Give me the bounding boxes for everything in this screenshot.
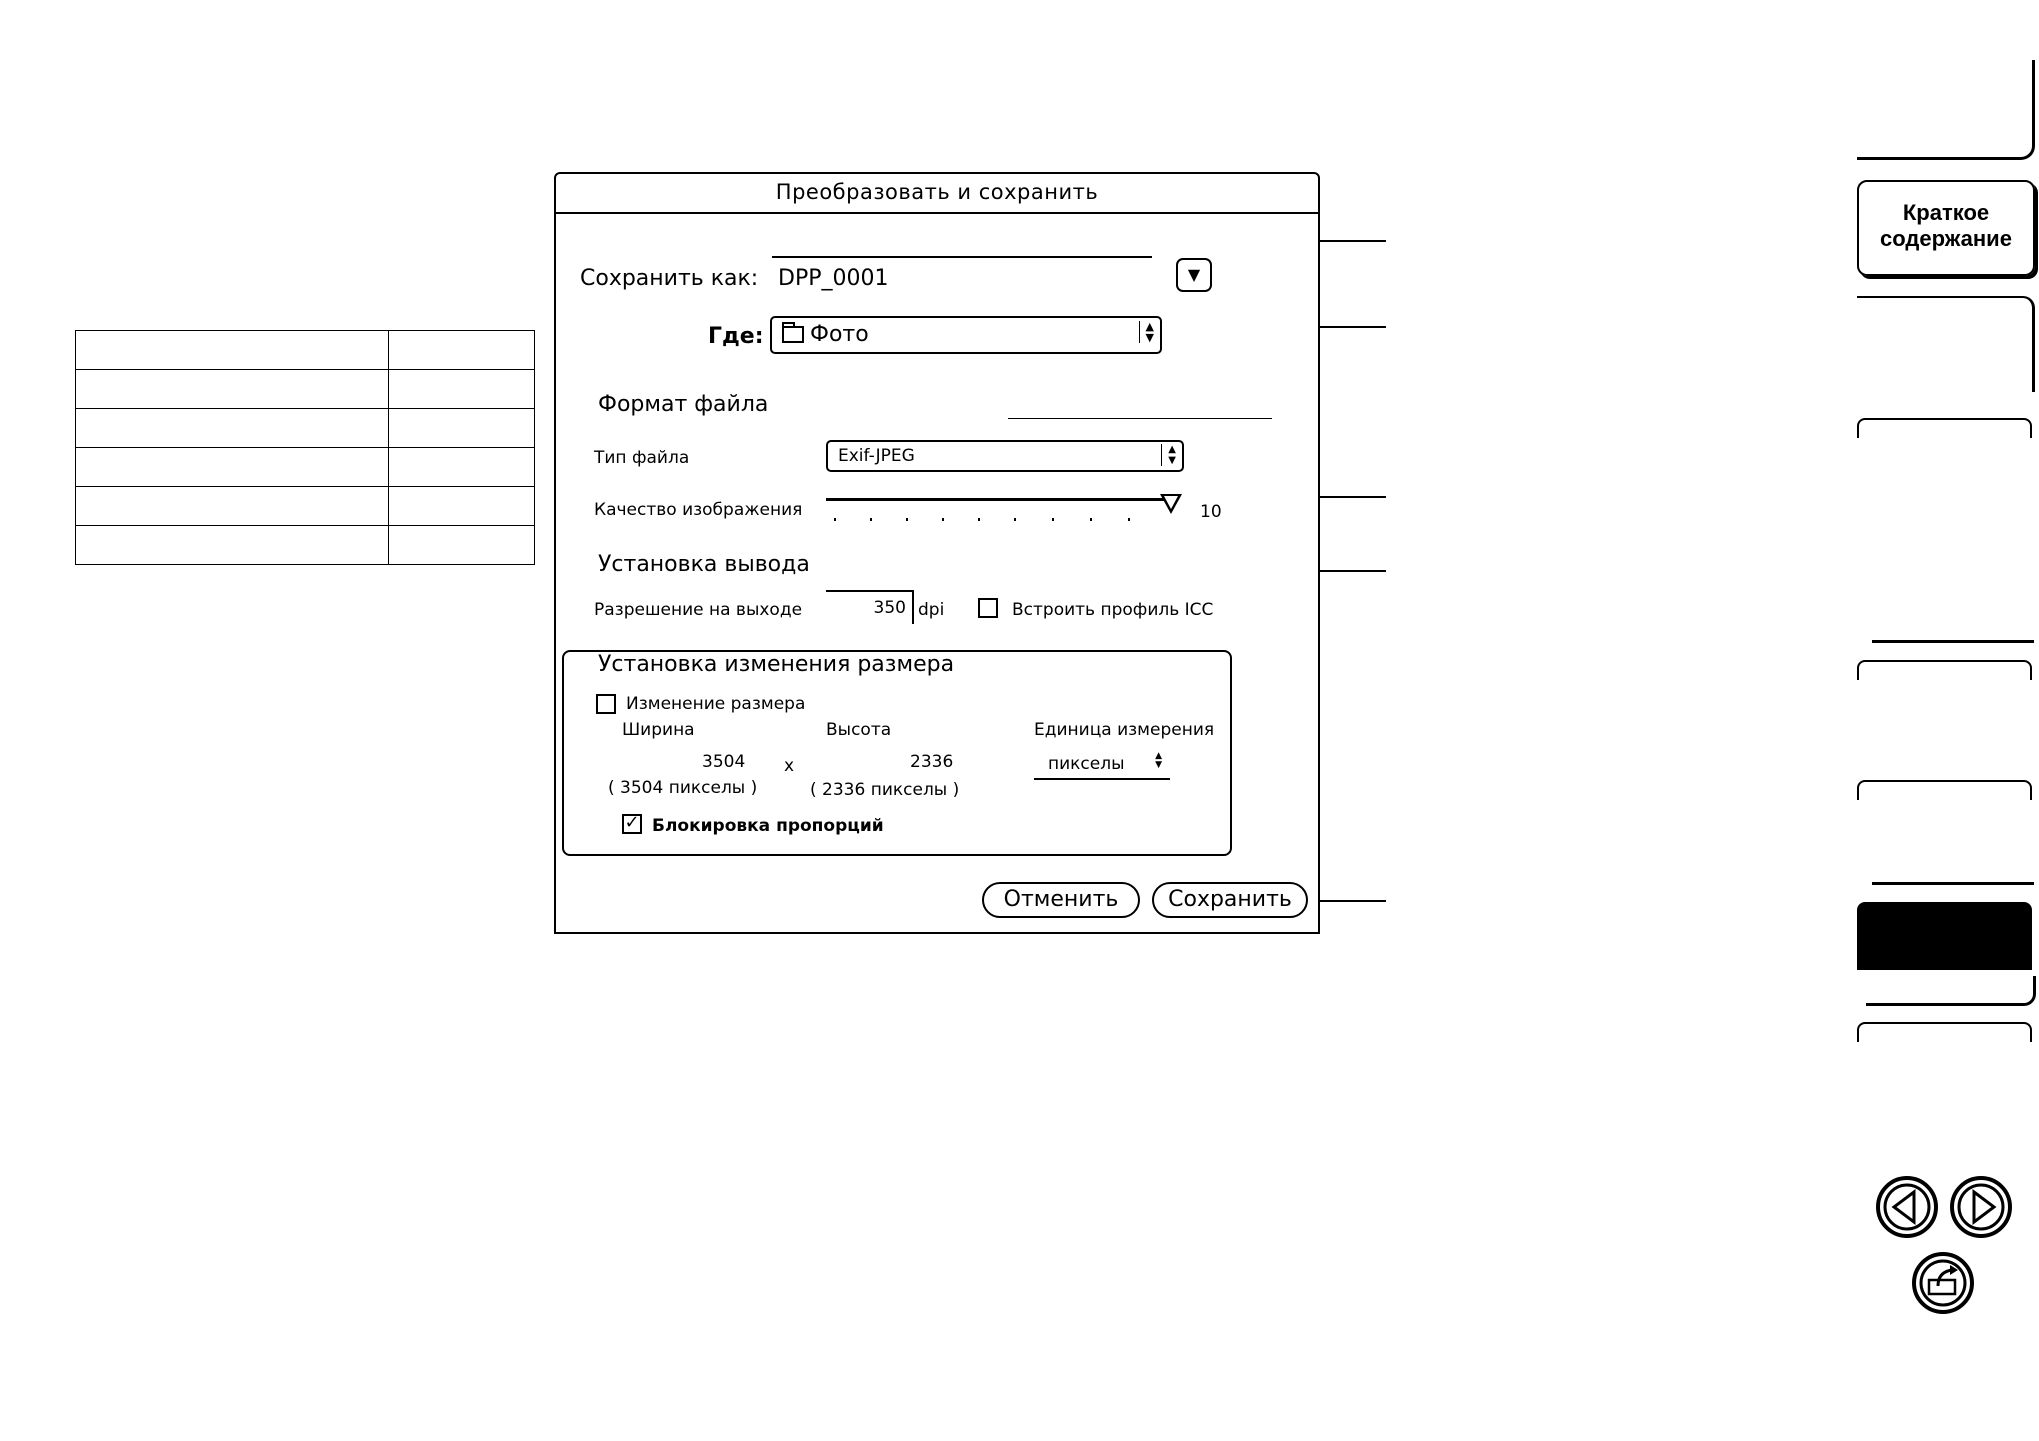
- sidebar-tab-top[interactable]: [1857, 60, 2035, 160]
- sidebar-tab-4[interactable]: [1857, 418, 2032, 438]
- lock-ratio-checkbox[interactable]: [622, 814, 642, 834]
- height-input[interactable]: 2336: [910, 752, 954, 772]
- resolution-unit: dpi: [918, 600, 945, 620]
- table-row: [76, 331, 535, 370]
- table-row: [76, 370, 535, 409]
- width-label: Ширина: [622, 720, 695, 740]
- resolution-value: 350: [873, 598, 906, 618]
- convert-save-dialog: [554, 172, 1320, 934]
- sidebar-tab-active[interactable]: [1857, 902, 2032, 970]
- prev-page-button[interactable]: [1876, 1176, 1938, 1238]
- where-value: Фото: [810, 322, 869, 347]
- table-row: [76, 487, 535, 526]
- save-button[interactable]: Сохранить: [1152, 882, 1308, 918]
- resize-checkbox-label: Изменение размера: [626, 694, 806, 714]
- return-button[interactable]: [1912, 1252, 1974, 1314]
- lock-ratio-label: Блокировка пропорций: [652, 816, 884, 836]
- save-as-label: Сохранить как:: [580, 266, 759, 291]
- up-down-arrows-icon: ▲ ▼: [1155, 751, 1162, 770]
- width-px: ( 3504 пикселы ): [608, 778, 758, 798]
- table-row: [76, 448, 535, 487]
- sidebar-tab-3[interactable]: [1857, 296, 2035, 392]
- output-header: Установка вывода: [598, 552, 810, 577]
- empty-table: [75, 330, 535, 565]
- next-page-button[interactable]: [1950, 1176, 2012, 1238]
- width-input[interactable]: 3504: [702, 752, 746, 772]
- quality-slider-thumb[interactable]: [1160, 494, 1182, 514]
- embed-icc-label: Встроить профиль ICC: [1012, 600, 1214, 620]
- file-type-label: Тип файла: [594, 448, 690, 468]
- where-select[interactable]: [770, 316, 1162, 354]
- quality-label: Качество изображения: [594, 500, 803, 520]
- resize-checkbox[interactable]: [596, 694, 616, 714]
- resolution-input[interactable]: [826, 590, 914, 624]
- height-label: Высота: [826, 720, 892, 740]
- up-down-arrows-icon: ▲ ▼: [1161, 444, 1176, 466]
- sidebar-tab-5[interactable]: [1857, 660, 2032, 680]
- file-type-value: Exif-JPEG: [838, 446, 915, 466]
- format-separator: [1008, 418, 1272, 419]
- table-row: [76, 526, 535, 565]
- toc-label: Краткое содержание: [1880, 200, 2012, 251]
- height-px: ( 2336 пикселы ): [810, 780, 960, 800]
- embed-icc-checkbox[interactable]: [978, 598, 998, 618]
- sidebar-toc-tab[interactable]: [1857, 180, 2035, 276]
- folder-icon: [782, 326, 804, 343]
- table-row: [76, 409, 535, 448]
- filename-underline: [772, 256, 1152, 258]
- sidebar-tab-6[interactable]: [1857, 780, 2032, 800]
- resize-group: [562, 650, 1232, 856]
- quality-slider-track[interactable]: [826, 498, 1174, 501]
- dropdown-button[interactable]: [1176, 258, 1212, 292]
- resize-header: Установка изменения размера: [598, 652, 955, 677]
- sidebar-separator: [1872, 640, 2034, 643]
- times-sign: x: [784, 756, 795, 776]
- resolution-label: Разрешение на выходе: [594, 600, 803, 620]
- cancel-button[interactable]: Отменить: [982, 882, 1140, 918]
- file-format-header: Формат файла: [598, 392, 769, 417]
- up-down-arrows-icon: ▲ ▼: [1139, 321, 1154, 343]
- unit-select[interactable]: [1034, 748, 1170, 780]
- prev-page-icon: [1880, 1180, 1934, 1234]
- triangle-down-icon: ▼: [1187, 265, 1201, 284]
- next-page-icon: [1954, 1180, 2008, 1234]
- dialog-title: Преобразовать и сохранить: [556, 174, 1318, 214]
- filename-input[interactable]: DPP_0001: [778, 266, 889, 291]
- where-label: Где:: [708, 324, 764, 349]
- return-icon: [1916, 1256, 1970, 1310]
- file-type-select[interactable]: [826, 440, 1184, 472]
- unit-value: пикселы: [1048, 754, 1125, 774]
- check-icon: ✓: [624, 812, 640, 833]
- sidebar-separator-2: [1872, 882, 2034, 885]
- quality-value: 10: [1200, 502, 1222, 522]
- unit-label: Единица измерения: [1034, 720, 1215, 740]
- sidebar-tab-8[interactable]: [1857, 1022, 2032, 1042]
